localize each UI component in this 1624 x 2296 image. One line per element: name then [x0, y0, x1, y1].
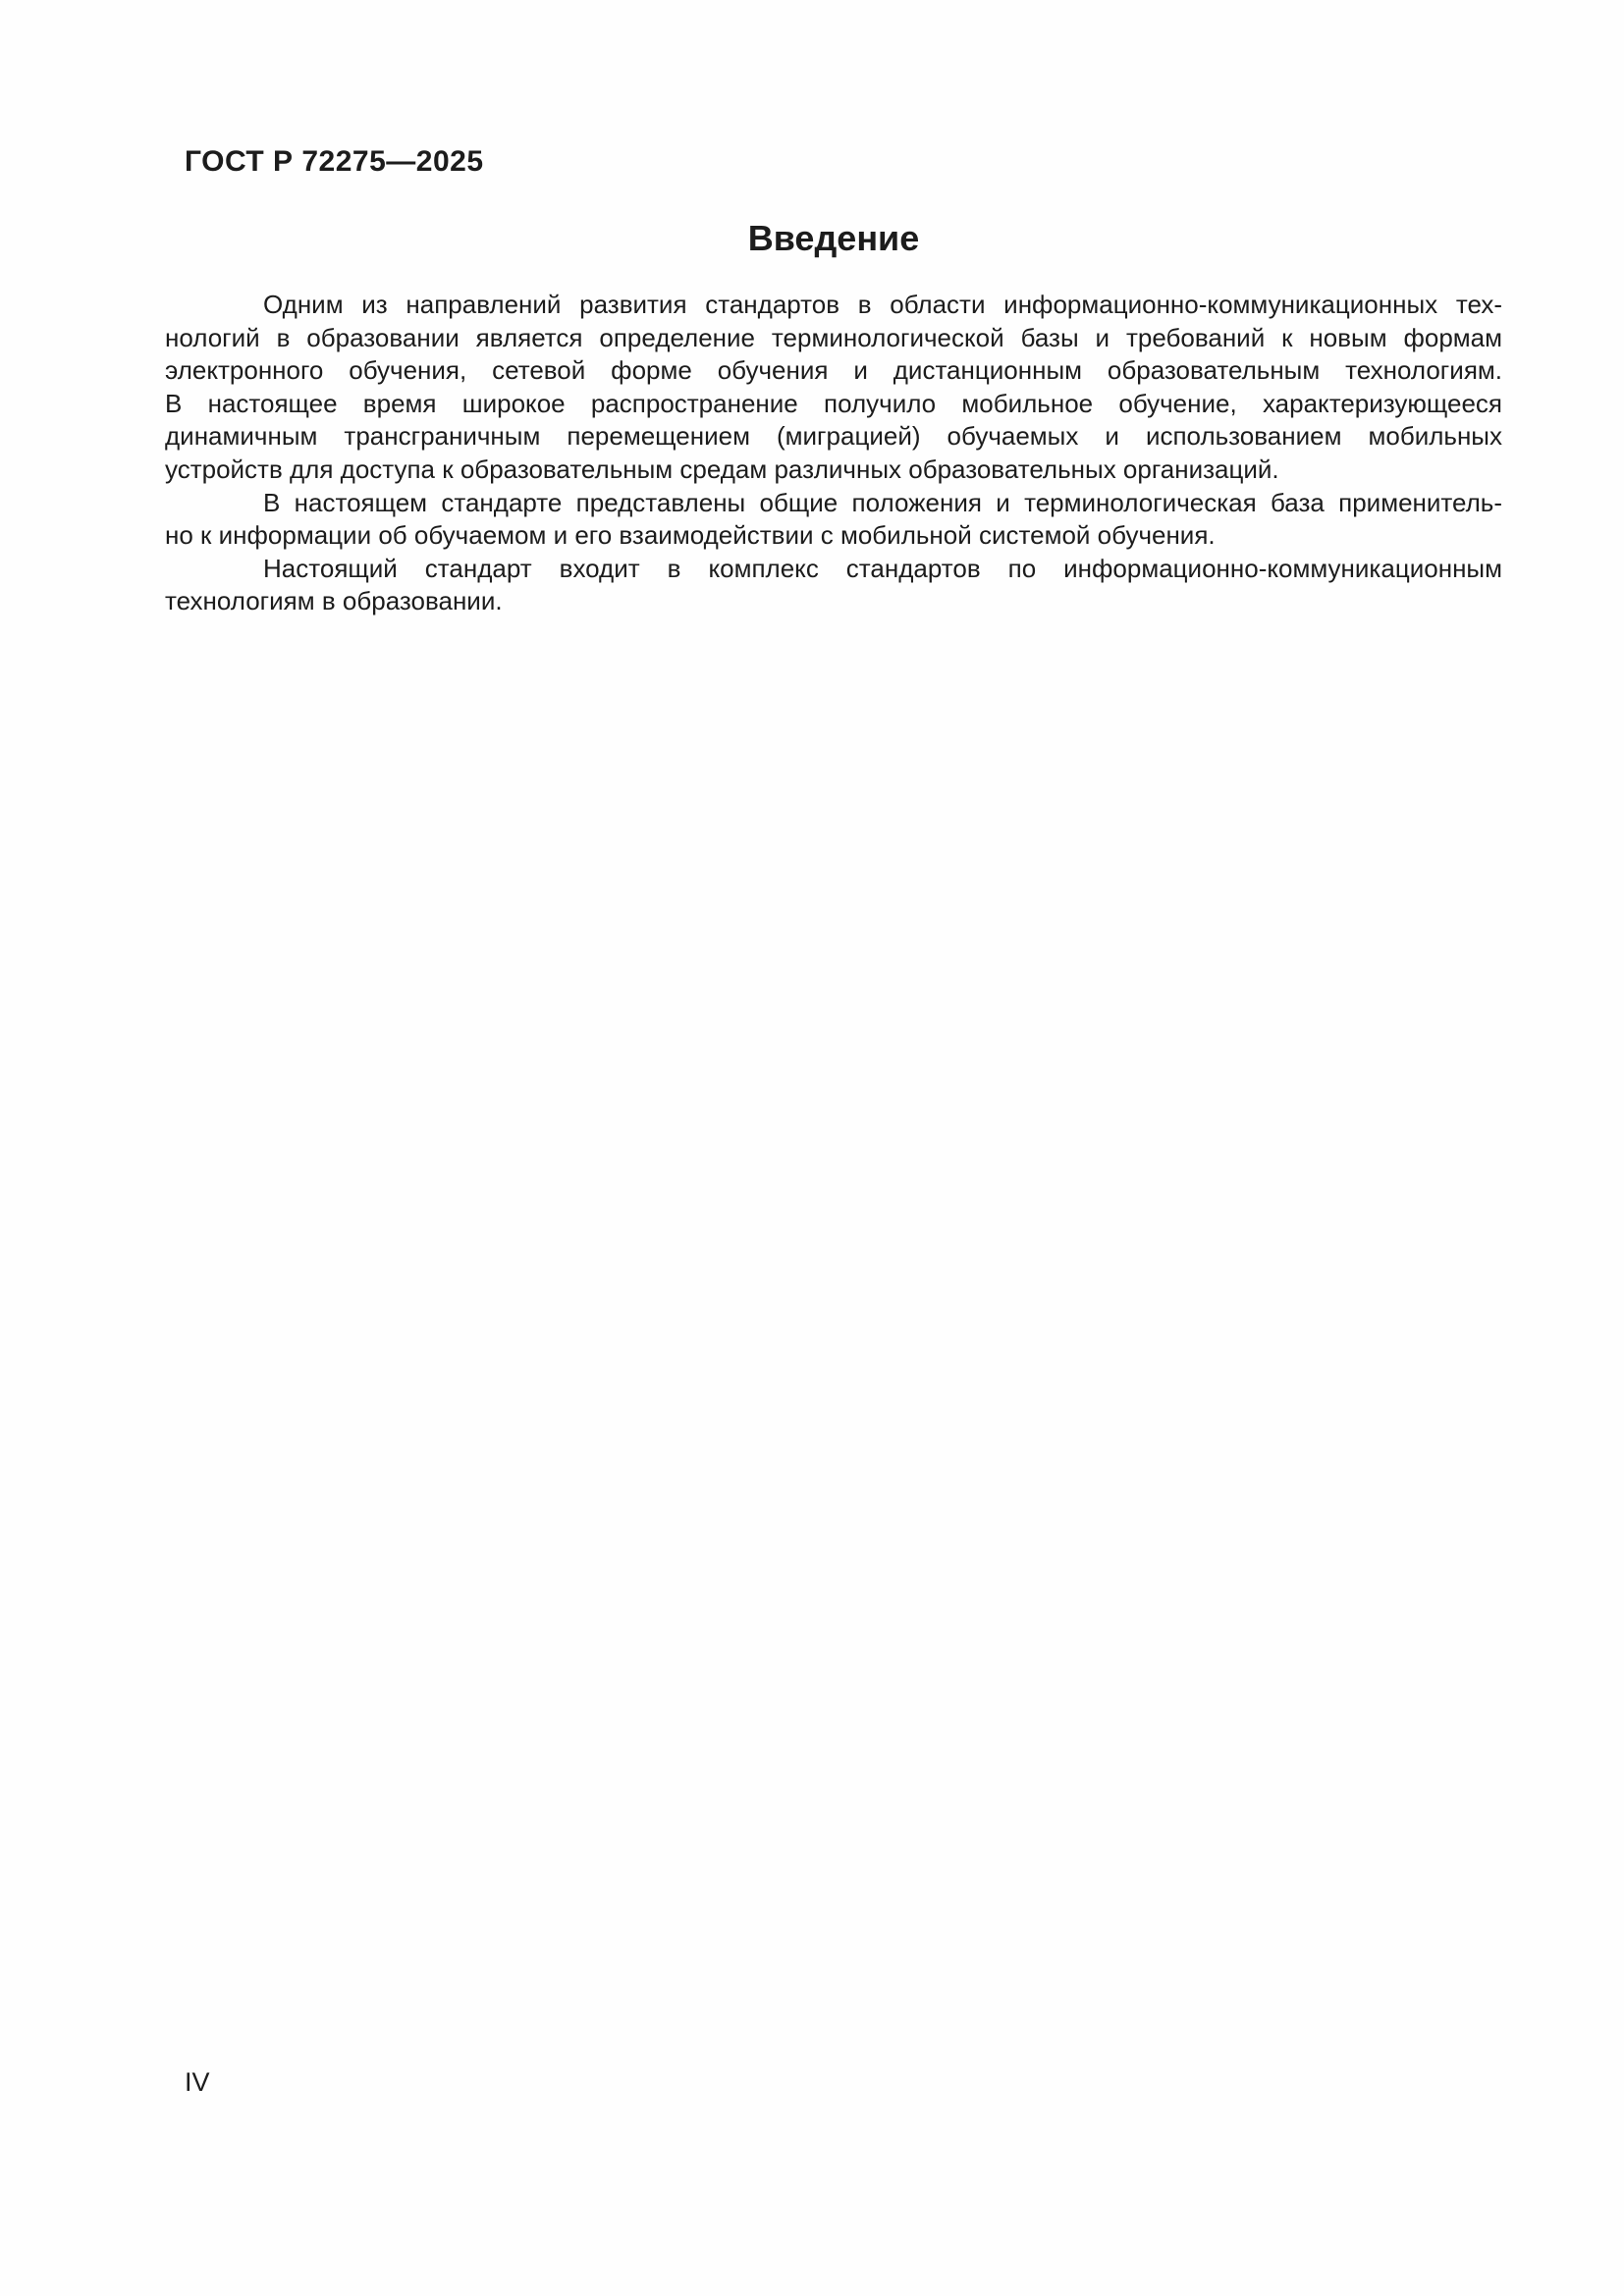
paragraph-line: электронного обучения, сетевой форме обучения и дистанционным образовательным технологиям. [165, 355, 1502, 386]
paragraph-line: Настоящий стандарт входит в комплекс стандартов по информационно-коммуникационным [263, 553, 1502, 583]
introduction-text [165, 289, 1502, 618]
paragraph-line: В настоящем стандарте представлены общие положения и терминологическая база применитель- [263, 487, 1502, 517]
paragraph-line: нологий в образовании является определение терминологической базы и требований к новым формам [165, 322, 1502, 352]
paragraph-line: В настоящее время широкое распространение получило мобильное обучение, характеризующееся [165, 388, 1502, 418]
paragraph [165, 553, 1502, 618]
standard-number: ГОСТ Р 72275—2025 [185, 145, 484, 178]
page-title: Введение [747, 218, 920, 258]
paragraph-line: динамичным трансграничным перемещением (миграцией) обучаемых и использованием мобильных [165, 421, 1502, 452]
paragraph-line: но к информации об обучаемом и его взаимодействии с мобильной системой обучения. [165, 520, 1216, 551]
paragraph-line: технологиям в образовании. [165, 586, 503, 616]
paragraph-line: устройств для доступа к образовательным средам различных образовательных организаций. [165, 454, 1279, 484]
paragraph [165, 289, 1502, 487]
page-number: IV [185, 2067, 210, 2097]
paragraph [165, 487, 1502, 553]
paragraph-line: Одним из направлений развития стандартов в области информационно-коммуникационных тех- [263, 290, 1502, 319]
